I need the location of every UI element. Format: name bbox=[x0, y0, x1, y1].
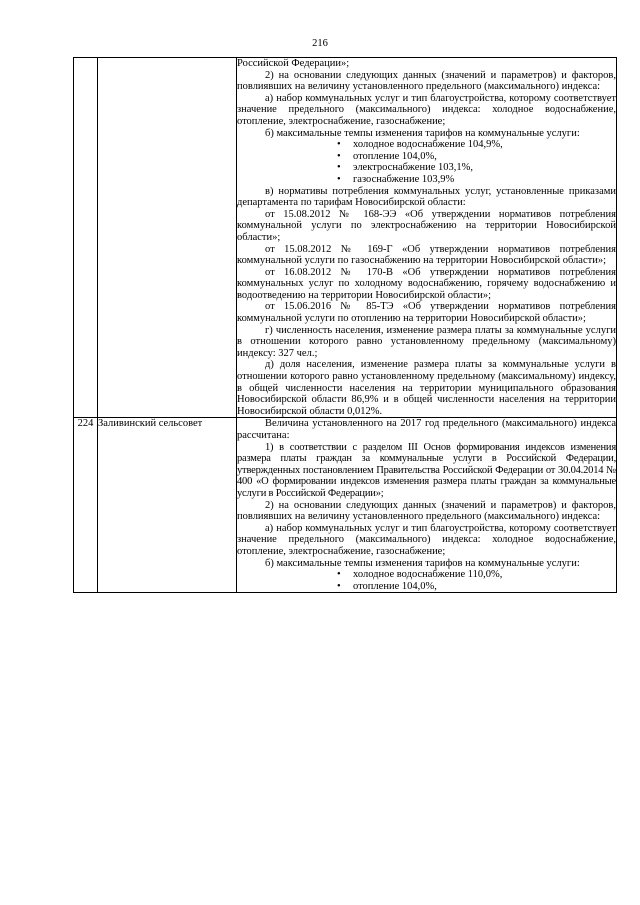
bullet-item: • отопление 104,0%, bbox=[237, 151, 616, 163]
paragraph: Российской Федерации»; bbox=[237, 58, 350, 69]
paragraph: в) нормативы потребления коммунальных услуг, установленные приказами департамента по тарифам Новосибирской области: bbox=[237, 185, 616, 209]
tariff-bullet-list bbox=[237, 569, 616, 592]
paragraph: Величина установленного на 2017 год предельного (максимального) индекса рассчитана: bbox=[237, 418, 616, 441]
table-row bbox=[74, 418, 617, 593]
bullet-item: • отопление 104,0%, bbox=[237, 581, 616, 593]
tariff-bullet-list bbox=[237, 139, 616, 185]
paragraph: от 16.08.2012 № 170-В «Об утверждении нормативов потребления коммунальных услуг по холодному водоснабжению, горячему водоснабжению и водоотведению на территории Новосибирской области»; bbox=[237, 266, 616, 301]
municipality-name-cell bbox=[98, 58, 237, 418]
bullet-item: • холодное водоснабжение 104,9%, bbox=[237, 139, 616, 151]
bullet-item: • электроснабжение 103,1%, bbox=[237, 162, 616, 174]
paragraph: б) максимальные темпы изменения тарифов на коммунальные услуги: bbox=[265, 557, 580, 569]
paragraph: от 15.08.2012 № 169-Г «Об утверждении нормативов потребления коммунальной услуги по газоснабжению на территории Новосибирской области»; bbox=[237, 243, 616, 267]
paragraph: 2) на основании следующих данных (значений и параметров) и факторов, повлиявших на величину установленного предельного (максимального) индекса: bbox=[237, 69, 616, 93]
justification-cell bbox=[237, 418, 617, 593]
page-number: 216 bbox=[312, 38, 328, 49]
paragraph: г) численность населения, изменение размера платы за коммунальные услуги в отношении которого равно установленному предельному (максимальному) индексу: 327 чел.; bbox=[237, 324, 616, 359]
paragraph: от 15.06.2016 № 85-ТЭ «Об утверждении нормативов потребления коммунальной услуги по отоплению на территории Новосибирской области»; bbox=[237, 301, 616, 325]
row-number-cell: 224 bbox=[74, 418, 98, 593]
municipality-name-cell: Заливинский сельсовет bbox=[98, 418, 237, 593]
justification-cell bbox=[237, 58, 617, 418]
index-table bbox=[73, 57, 617, 593]
table-row bbox=[74, 58, 617, 418]
paragraph: 2) на основании следующих данных (значений и параметров) и факторов, повлиявших на величину установленного предельного (максимального) индекса: bbox=[237, 499, 616, 523]
bullet-item: • холодное водоснабжение 110,0%, bbox=[237, 569, 616, 581]
paragraph: а) набор коммунальных услуг и тип благоустройства, которому соответствует значение предельного (максимального) индекса: холодное водоснабжение, отопление, электроснабжение, газоснабжение; bbox=[237, 92, 616, 127]
bullet-item: • газоснабжение 103,9% bbox=[237, 174, 616, 186]
paragraph: б) максимальные темпы изменения тарифов на коммунальные услуги: bbox=[265, 127, 580, 139]
row-number-cell bbox=[74, 58, 98, 418]
paragraph: а) набор коммунальных услуг и тип благоустройства, которому соответствует значение предельного (максимального) индекса: холодное водоснабжение, отопление, электроснабжение, газоснабжение; bbox=[237, 522, 616, 557]
paragraph: д) доля населения, изменение размера платы за коммунальные услуги в отношении которого равно установленному предельному (максимальному) индексу, в общей численности населения на территории муниципального образования Новосибирской области 86,9% и в общей численности населения на территории Новосибирской области 0,012%. bbox=[237, 359, 616, 417]
paragraph: от 15.08.2012 № 168-ЭЭ «Об утверждении нормативов потребления коммунальной услуги по электроснабжению на территории Новосибирской области»; bbox=[237, 208, 616, 243]
paragraph: 1) в соответствии с разделом III Основ формирования индексов изменения размера платы граждан за коммунальные услуги в Российской Федерации, утвержденных постановлением Правительства Российской Федерации от 30.04.2014 № 400 «О формировании индексов изменения размера платы граждан за коммунальные услуги в Российской Федерации»; bbox=[237, 441, 616, 499]
